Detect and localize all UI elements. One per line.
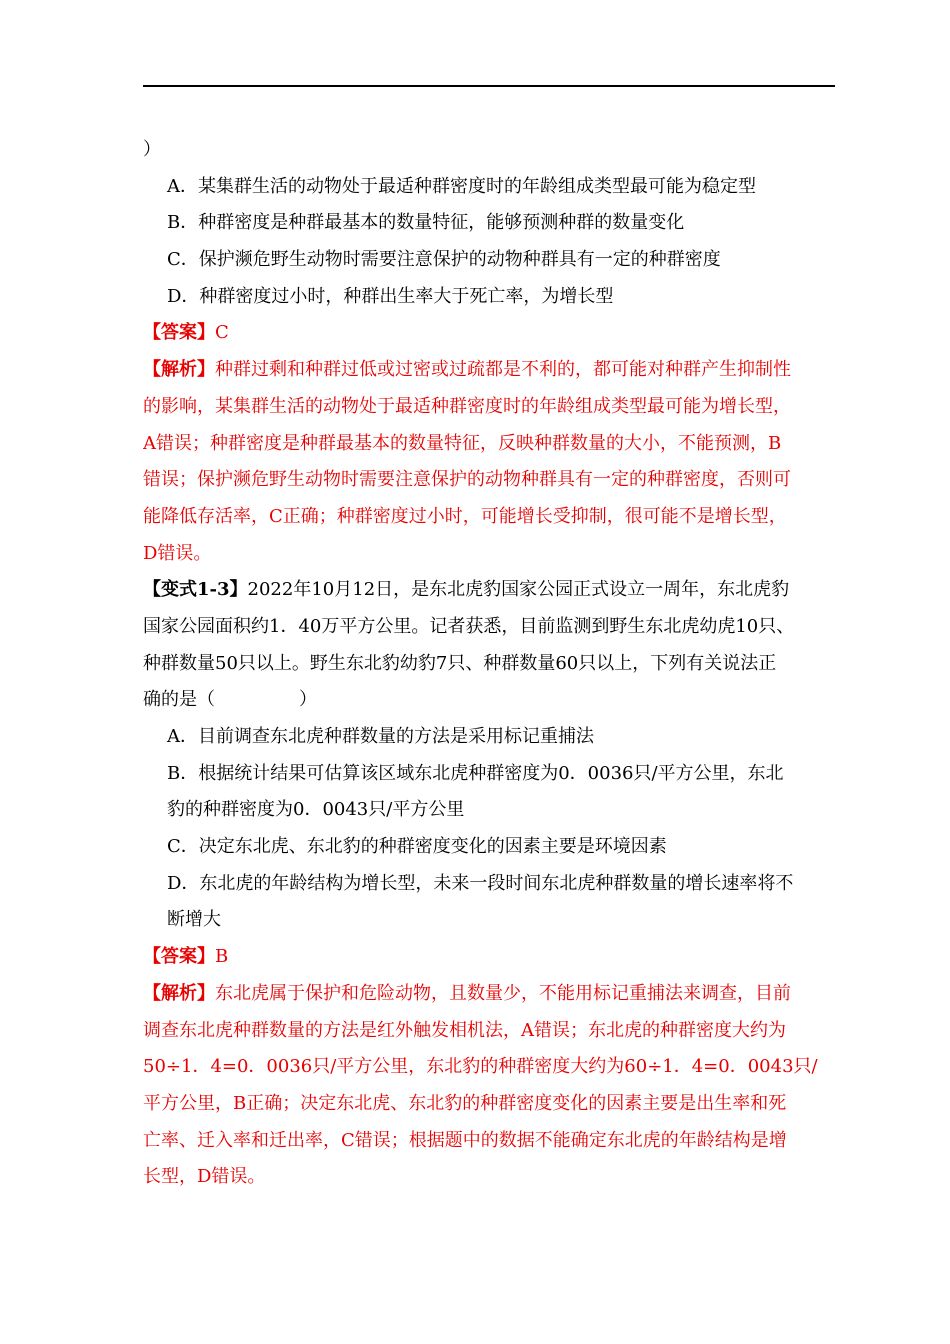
document-body — [143, 132, 835, 1196]
q2-stem-line-4 — [143, 682, 835, 719]
q2-analysis-line-5: 亡率、迁入率和迁出率，C错误；根据题中的数据不能确定东北虎的年龄结构是增 — [143, 1129, 787, 1151]
q1-analysis-line-4: 错误；保护濒危野生动物时需要注意保护的动物种群具有一定的种群密度，否则可 — [143, 469, 791, 491]
q1-option-c: C．保护濒危野生动物时需要注意保护的动物种群具有一定的种群密度 — [167, 249, 721, 271]
q2-option-d: D．东北虎的年龄结构为增长型，未来一段时间东北虎种群数量的增长速率将不 — [167, 872, 794, 894]
q2-stem-line-2: 国家公园面积约1．40万平方公里。记者获悉，目前监测到野生东北虎幼虎10只、 — [143, 615, 795, 637]
q2-answer — [143, 939, 835, 976]
q2-analysis-label: 【解析】 — [143, 982, 215, 1004]
q2-option-b-cont: 豹的种群密度为0．0043只/平方公里 — [167, 799, 465, 821]
q1-analysis-label: 【解析】 — [143, 359, 215, 381]
q2-option-d-cont: 断增大 — [167, 909, 221, 931]
q1-analysis-line-1 — [143, 352, 835, 389]
q1-answer — [143, 315, 835, 352]
q1-option-a: A．某集群生活的动物处于最适种群密度时的年龄组成类型最可能为稳定型 — [167, 175, 756, 197]
q1-option-d: D．种群密度过小时，种群出生率大于死亡率，为增长型 — [167, 285, 614, 307]
q2-analysis-line-4: 平方公里，B正确；决定东北虎、东北豹的种群密度变化的因素主要是出生率和死 — [143, 1092, 787, 1114]
q2-analysis-line-6: 长型，D错误。 — [143, 1166, 266, 1188]
q1-analysis-line-5: 能降低存活率，C正确；种群密度过小时，可能增长受抑制，很可能不是增长型， — [143, 505, 787, 527]
q1-answer-value: C — [215, 322, 229, 344]
q1-answer-label: 【答案】 — [143, 322, 215, 344]
q2-stem-line-1 — [143, 572, 835, 609]
q1-analysis-line-6: D错误。 — [143, 542, 212, 564]
q1-analysis-line-3: A错误；种群密度是种群最基本的数量特征，反映种群数量的大小，不能预测，B — [143, 432, 782, 454]
q2-label: 【变式1-3】 — [143, 579, 248, 601]
q2-option-c: C．决定东北虎、东北豹的种群密度变化的因素主要是环境因素 — [167, 836, 667, 858]
q2-stem-open: 确的是（ — [143, 689, 215, 711]
q2-analysis-line-2: 调查东北虎种群数量的方法是红外触发相机法，A错误；东北虎的种群密度大约为 — [143, 1019, 786, 1041]
q2-stem-line-3: 种群数量50只以上。野生东北豹幼豹7只、种群数量60只以上，下列有关说法正 — [143, 652, 777, 674]
q2-answer-value: B — [215, 946, 229, 968]
q2-analysis-line-1 — [143, 976, 835, 1013]
q2-stem-text: 2022年10月12日，是东北虎豹国家公园正式设立一周年，东北虎豹 — [247, 579, 790, 601]
q1-stem-tail: ） — [143, 139, 161, 160]
q2-analysis-line-3: 50÷1．4=0．0036只/平方公里，东北豹的种群密度大约为60÷1．4=0．0043只/ — [143, 1056, 818, 1078]
q1-option-b: B．种群密度是种群最基本的数量特征，能够预测种群的数量变化 — [167, 212, 685, 234]
header-rule — [143, 85, 835, 87]
q2-option-b: B．根据统计结果可估算该区域东北虎种群密度为0．0036只/平方公里，东北 — [167, 762, 784, 784]
q1-analysis-text: 种群过剩和种群过低或过密或过疏都是不利的，都可能对种群产生抑制性 — [215, 359, 791, 381]
q2-stem-close: ） — [299, 689, 317, 711]
q2-option-a: A．目前调查东北虎种群数量的方法是采用标记重捕法 — [167, 726, 594, 747]
q2-analysis-text: 东北虎属于保护和危险动物，且数量少，不能用标记重捕法来调查，目前 — [215, 982, 791, 1004]
q1-analysis-line-2: 的影响，某集群生活的动物处于最适种群密度时的年龄组成类型最可能为增长型， — [143, 395, 791, 417]
q2-answer-label: 【答案】 — [143, 946, 215, 968]
